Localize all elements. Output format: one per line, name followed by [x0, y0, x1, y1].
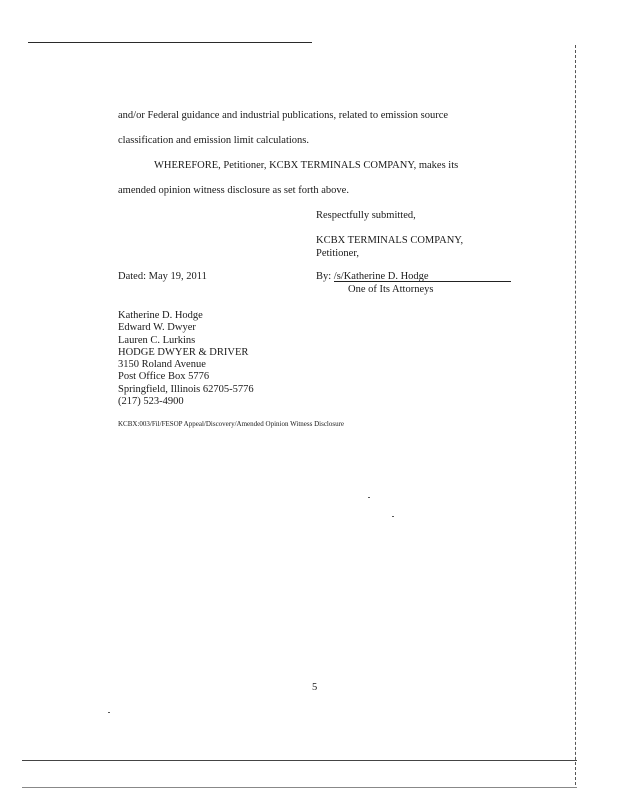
address-line: HODGE DWYER & DRIVER [118, 346, 249, 358]
top-rule [28, 42, 312, 43]
paragraph-2-line-2: amended opinion witness disclosure as set forth above. [118, 185, 349, 196]
date-line: Dated: May 19, 2011 [118, 271, 207, 282]
petitioner-label: Petitioner, [316, 248, 360, 259]
address-line: Lauren C. Lurkins [118, 334, 196, 346]
right-scan-edge [575, 45, 576, 785]
bottom-shadow-rule [22, 787, 577, 788]
address-line: (217) 523-4900 [118, 396, 184, 408]
attorney-address-block [118, 310, 254, 408]
company-name: KCBX TERMINALS COMPANY, [316, 235, 464, 246]
scan-speck [368, 497, 370, 498]
address-line: Springfield, Illinois 62705-5776 [118, 383, 254, 395]
paragraph-1-line-2: classification and emission limit calculations. [118, 135, 309, 146]
scan-speck [108, 712, 110, 713]
address-line: Post Office Box 5776 [118, 371, 210, 383]
signature-line [334, 281, 511, 282]
file-path: KCBX:003/Fil/FESOP Appeal/Discovery/Amended Opinion Witness Disclosure [118, 420, 345, 428]
address-line: Katherine D. Hodge [118, 310, 203, 321]
page-number: 5 [312, 682, 318, 693]
scan-speck [392, 516, 394, 517]
signed-by: By: /s/Katherine D. Hodge [316, 271, 429, 282]
address-line: 3150 Roland Avenue [118, 359, 206, 371]
address-line: Edward W. Dwyer [118, 322, 196, 334]
closing-text: Respectfully submitted, [316, 210, 416, 221]
paragraph-2-line-1: WHEREFORE, Petitioner, KCBX TERMINALS COMPANY, makes its [154, 160, 459, 171]
attorneys-label: One of Its Attorneys [348, 284, 434, 295]
bottom-rule [22, 760, 577, 761]
paragraph-1-line-1: and/or Federal guidance and industrial publications, related to emission source [118, 110, 449, 121]
